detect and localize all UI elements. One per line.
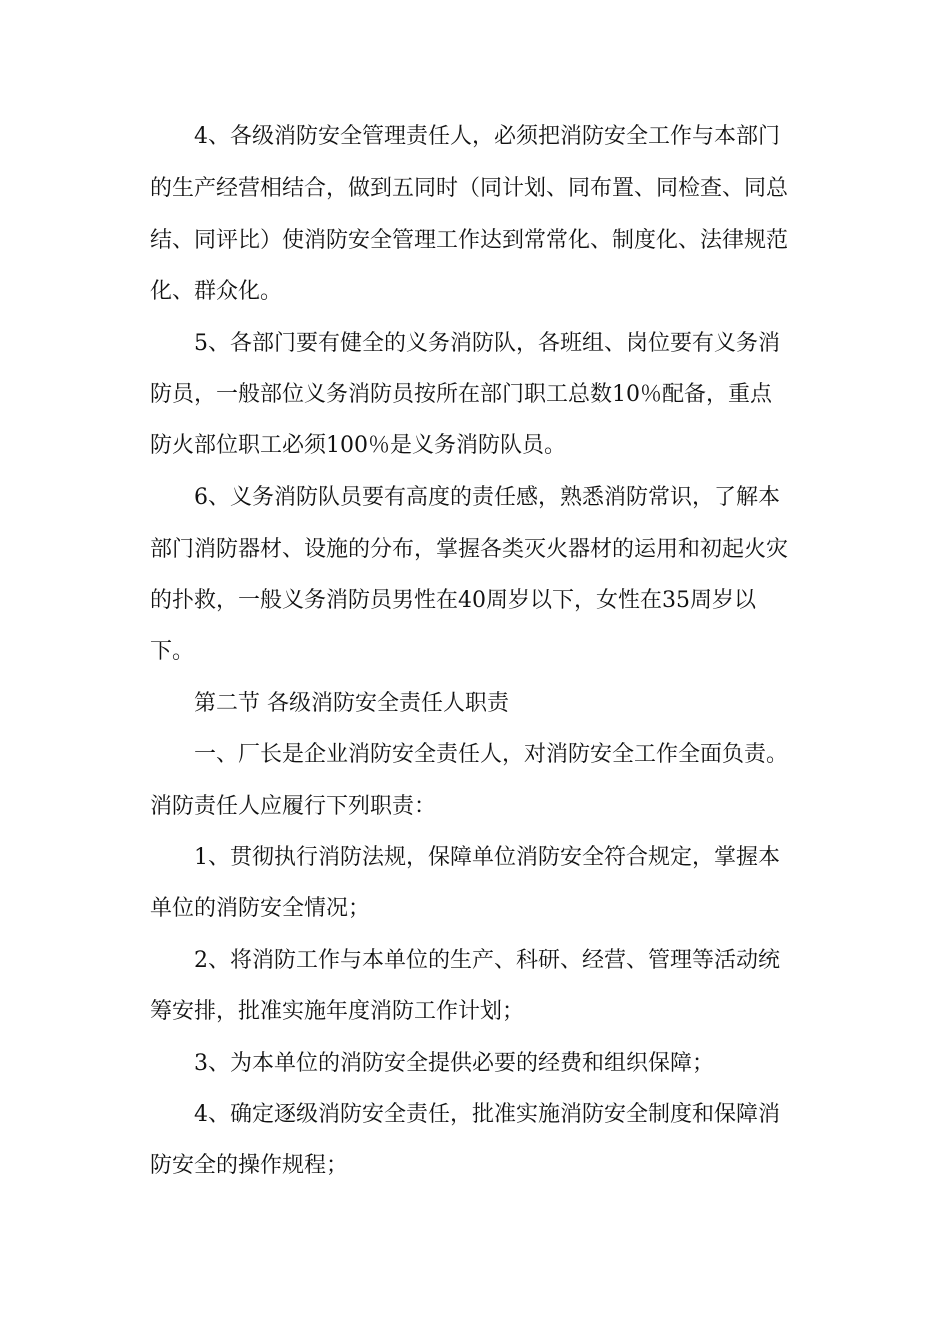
paragraph-duty-intro-line-1: 一、厂长是企业消防安全责任人，对消防安全工作全面负责。 <box>194 742 789 767</box>
paragraph-4-line-3: 结、同评比）使消防安全管理工作达到常常化、制度化、法律规范 <box>150 228 789 253</box>
paragraph-5-line-2: 防员，一般部位义务消防员按所在部门职工总数10％配备，重点 <box>150 382 772 407</box>
duty-2-line-1: 2、将消防工作与本单位的生产、科研、经营、管理等活动统 <box>194 948 780 973</box>
duty-4-line-1: 4、确定逐级消防安全责任，批准实施消防安全制度和保障消 <box>194 1102 780 1127</box>
section-heading: 第二节 各级消防安全责任人职责 <box>194 691 509 716</box>
paragraph-5-line-1: 5、各部门要有健全的义务消防队，各班组、岗位要有义务消 <box>194 331 780 356</box>
duty-1-line-1: 1、贯彻执行消防法规，保障单位消防安全符合规定，掌握本 <box>194 845 780 870</box>
duty-1-line-2: 单位的消防安全情况； <box>150 896 371 921</box>
paragraph-6-line-4: 下。 <box>150 639 195 664</box>
paragraph-4-line-1: 4、各级消防安全管理责任人，必须把消防安全工作与本部门 <box>194 124 780 149</box>
paragraph-4-line-2: 的生产经营相结合，做到五同时（同计划、同布置、同检查、同总 <box>150 176 789 201</box>
paragraph-5-line-3: 防火部位职工必须100％是义务消防队员。 <box>150 433 566 458</box>
paragraph-4-line-4: 化、群众化。 <box>150 279 283 304</box>
duty-3-line-1: 3、为本单位的消防安全提供必要的经费和组织保障； <box>194 1051 714 1076</box>
paragraph-duty-intro-line-2: 消防责任人应履行下列职责： <box>150 794 437 819</box>
paragraph-6-line-3: 的扑救，一般义务消防员男性在40周岁以下，女性在35周岁以 <box>150 588 756 613</box>
paragraph-6-line-1: 6、义务消防队员要有高度的责任感，熟悉消防常识，了解本 <box>194 485 780 510</box>
duty-4-line-2: 防安全的操作规程； <box>150 1153 349 1178</box>
duty-2-line-2: 筹安排，批准实施年度消防工作计划； <box>150 999 525 1024</box>
paragraph-6-line-2: 部门消防器材、设施的分布，掌握各类灭火器材的运用和初起火灾 <box>150 537 789 562</box>
